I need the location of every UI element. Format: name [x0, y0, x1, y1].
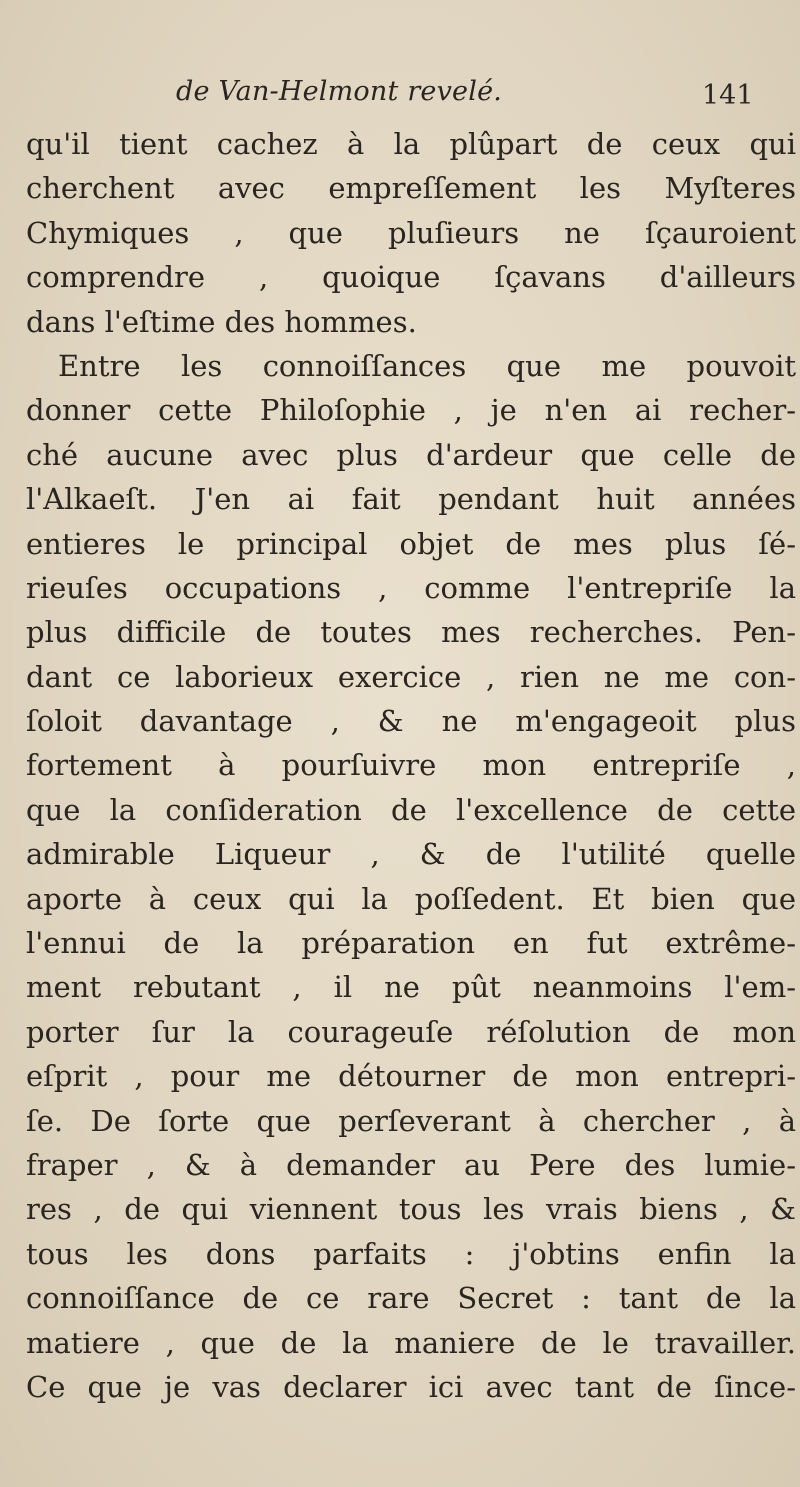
text-line: Entre les connoiſſances que me pouvoit — [58, 348, 796, 383]
text-line: porter ſur la courageuſe réſolution de mon — [26, 1014, 796, 1049]
text-line: connoiſſance de ce rare Secret : tant de la — [26, 1281, 796, 1316]
text-line: ſe. De ſorte que perſeverant à chercher , à — [26, 1103, 796, 1138]
text-line: donner cette Philoſophie , je n'en ai recher- — [26, 393, 796, 428]
text-line: Ce que je vas declarer ici avec tant de ſince- — [26, 1369, 796, 1404]
text-line: eſprit , pour me détourner de mon entrepri- — [26, 1059, 796, 1094]
text-line: Chymiques , que pluſieurs ne ſçauroient — [26, 215, 796, 250]
text-line: l'Alkaeſt. J'en ai fait pendant huit années — [26, 482, 796, 517]
text-line: qu'il tient cachez à la plûpart de ceux qui — [26, 127, 796, 161]
text-line: que la conſideration de l'excellence de cette — [26, 792, 796, 827]
text-line: res , de qui viennent tous les vrais biens , & — [26, 1192, 796, 1227]
text-line: matiere , que de la maniere de le travailler. — [26, 1325, 796, 1360]
text-line: tous les dons parfaits : j'obtins enfin la — [26, 1236, 796, 1271]
body-text — [26, 122, 796, 1409]
text-line: aporte à ceux qui la poſſedent. Et bien que — [26, 881, 796, 916]
text-line: fortement à pourſuivre mon entrepriſe , — [26, 748, 796, 783]
text-line: dans l'eſtime des hommes. — [26, 304, 417, 339]
text-line: ché aucune avec plus d'ardeur que celle de — [26, 437, 796, 472]
text-line: entieres le principal objet de mes plus ſé- — [26, 526, 796, 561]
text-line: ſoloit davantage , & ne m'engageoit plus — [26, 704, 796, 739]
text-line: l'ennui de la préparation en fut extrême- — [26, 926, 796, 961]
text-line: comprendre , quoique ſçavans d'ailleurs — [26, 260, 796, 295]
running-head-title: de Van-Helmont revelé. — [176, 76, 503, 107]
text-line: plus difficile de toutes mes recherches. Pen- — [26, 615, 796, 650]
text-line: dant ce laborieux exercice , rien ne me con- — [26, 659, 796, 694]
running-head — [0, 76, 800, 120]
text-line: rieuſes occupations , comme l'entrepriſe la — [26, 570, 796, 605]
text-line: cherchent avec empreſſement les Myſteres — [26, 171, 796, 206]
text-line: fraper , & à demander au Pere des lumie- — [26, 1147, 796, 1182]
text-line: admirable Liqueur , & de l'utilité quelle — [26, 837, 796, 872]
page-number: 141 — [702, 80, 754, 111]
text-line: ment rebutant , il ne pût neanmoins l'em- — [26, 970, 796, 1005]
